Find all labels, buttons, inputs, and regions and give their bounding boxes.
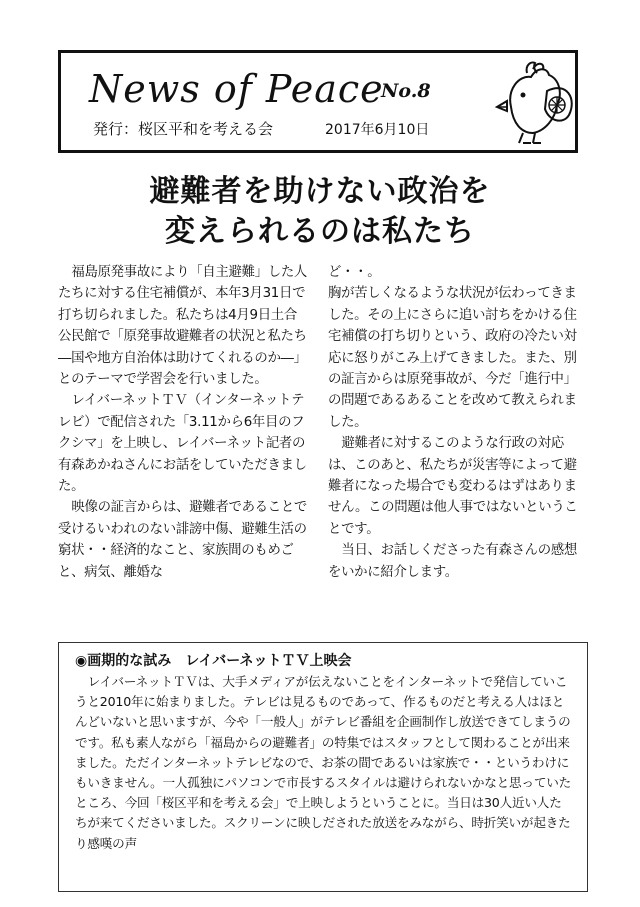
publisher-line: 発行：桜区平和を考える会 xyxy=(93,120,274,138)
feature-box xyxy=(58,642,588,892)
masthead-title: News of Peace xyxy=(89,67,384,111)
article-column-right xyxy=(328,262,580,583)
headline-line-2: 変えられるのは私たち xyxy=(165,214,475,249)
masthead-box xyxy=(58,50,578,153)
bird-mascot-icon xyxy=(493,59,577,147)
headline-line-1: 避難者を助けない政治を xyxy=(149,174,491,209)
article-paragraph: 当日、お話しくださった有森さんの感想をいかに紹介します。 xyxy=(328,543,578,580)
article-paragraph: 避難者に対するこのような行政の対応は、このあと、私たちが災害等によって避難者になった場合でも変わるはずはありません。この問題は他人事ではないということです。 xyxy=(328,436,578,537)
main-headline xyxy=(0,172,640,252)
article-paragraph: レイバーネットＴＶ（インターネットテレビ）で配信された「3.11から6年目のフクシマ」を上映し、レイバーネット記者の有森あかねさんにお話をしていただきました。 xyxy=(58,393,307,495)
article-column-left xyxy=(58,262,310,583)
article-paragraph: 福島原発事故により「自主避難」した人たちに対する住宅補償が、本年3月31日で打ち切られました。私たちは4月9日土合公民館で「原発事故避難者の状況と私たち―国や地方自治体は助けてくれるのか―」とのテーマで学習会を行いました。 xyxy=(58,265,308,388)
feature-text: レイバーネットＴＶは、大手メディアが伝えないことをインターネットで発信していこうと2010年に始まりました。テレビは見るものであって、作るものだと考える人はほとんどいないと思いますが、今や「一般人」がテレビ番組を企画制作し放送できてしまうのです。私も素人ながら「福島からの避難者」の特集ではスタッフとして関わることが出来ました。ただインターネットテレビなので、お茶の間であるいは家族で・・というわけにもいきません。一人孤独にパソコンで市長するスタイルは避けられないかなと思っていたところ、今回「桜区平和を考える会」で上映しようということに。当日は30人近い人たちが来てくださいました。スクリーンに映しだされた放送をみながら、時折笑いが起きたり感嘆の声 xyxy=(75,674,572,851)
issue-number: No.8 xyxy=(381,80,431,102)
feature-title: ◉画期的な試み レイバーネットＴＶ上映会 xyxy=(75,653,352,669)
article-continuation: ど・・。 xyxy=(328,265,381,280)
issue-date: 2017年6月10日 xyxy=(325,122,430,138)
article-paragraph: 映像の証言からは、避難者であることで受けるいわれのない誹謗中傷、避難生活の窮状・・経済的なこと、家族間のもめごと、病気、離婚な xyxy=(58,500,308,580)
article-paragraph: 胸が苦しくなるような状況が伝わってきました。その上にさらに追い討ちをかける住宅補償の打ち切りという、政府の冷たい対応に怒りがこみ上げてきました。また、別の証言からは原発事故が、今だ「進行中」の問題であるあることを改めて教えられました。 xyxy=(328,286,577,430)
